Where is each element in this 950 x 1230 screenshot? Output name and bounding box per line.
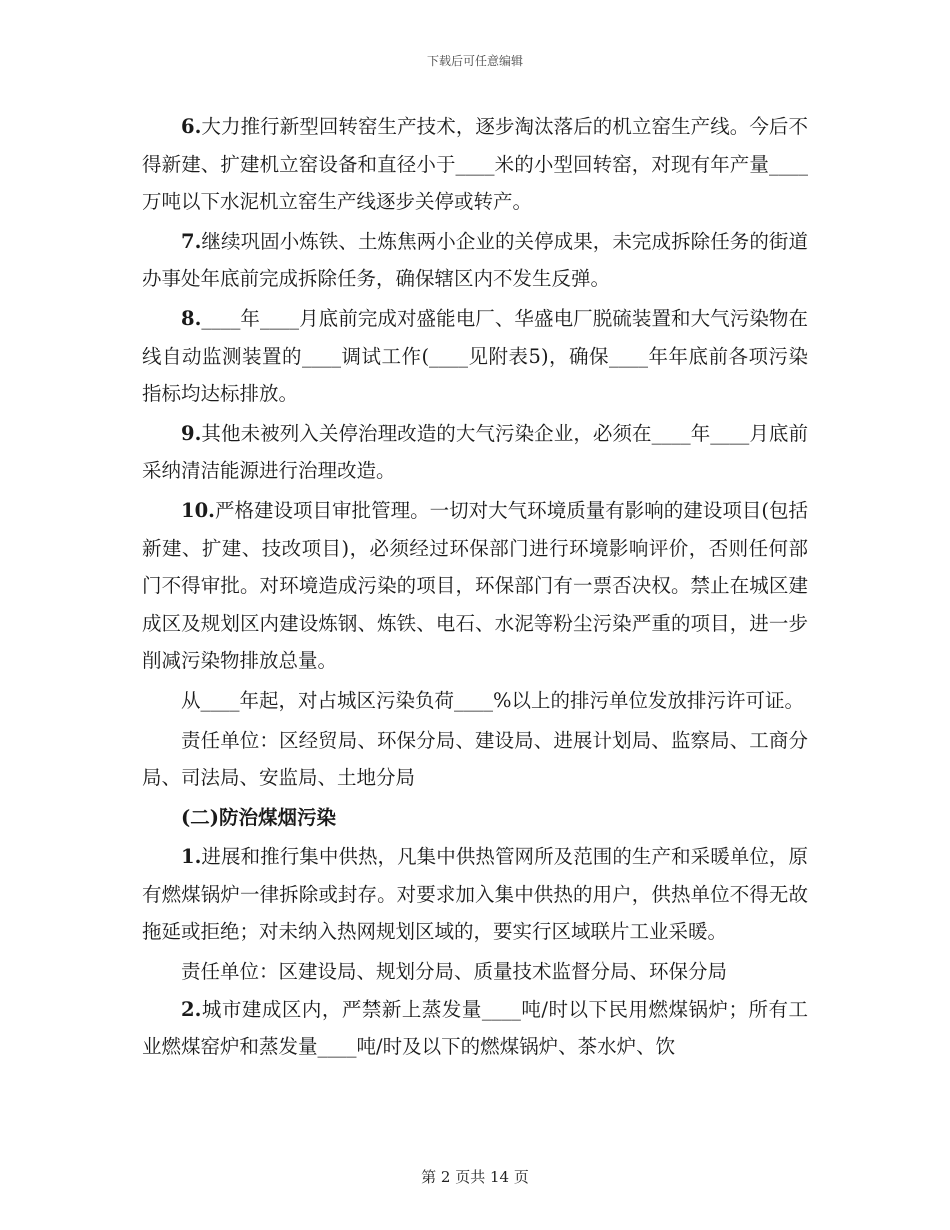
paragraph-text: 从____年起，对占城区污染负荷____%以上的排污单位发放排污许可证。	[181, 688, 805, 712]
paragraph-item-7	[142, 223, 808, 298]
paragraph-text: 继续巩固小炼铁、土炼焦两小企业的关停成果，未完成拆除任务的街道办事处年底前完成拆除任务，确保辖区内不发生反弹。	[142, 229, 808, 291]
paragraph-text: ____年____月底前完成对盛能电厂、华盛电厂脱硫装置和大气污染物在线自动监测装置的____调试工作(____见附表5)，确保____年年底前各项污染指标均达标排放。	[142, 306, 808, 406]
paragraph-text: 城市建成区内，严禁新上蒸发量____吨/时以下民用燃煤锅炉；所有工业燃煤窑炉和蒸发量____吨/时及以下的燃煤锅炉、茶水炉、饮	[142, 997, 808, 1059]
paragraph-responsible-units-2	[142, 953, 808, 991]
paragraph-text: 严格建设项目审批管理。一切对大气环境质量有影响的建设项目(包括新建、扩建、技改项目)，必须经过环保部门进行环境影响评价，否则任何部门不得审批。对环境造成污染的项目，环保部门有一票否决权。禁止在城区建成区及规划区内建设炼钢、炼铁、电石、水泥等粉尘污染严重的项目，进一步削减污染物排放总量。	[142, 498, 808, 673]
paragraph-item-10	[142, 492, 808, 680]
section-heading	[142, 799, 808, 837]
paragraph-text: 大力推行新型回转窑生产技术，逐步淘汰落后的机立窑生产线。今后不得新建、扩建机立窑设备和直径小于____米的小型回转窑，对现有年产量____万吨以下水泥机立窑生产线逐步关停或转产。	[142, 115, 808, 214]
paragraph-text: 责任单位：区经贸局、环保分局、建设局、进展计划局、监察局、工商分局、司法局、安监局、土地分局	[142, 728, 808, 790]
document-body	[142, 108, 808, 1066]
item-number: 8.	[181, 306, 202, 330]
page-footer: 第 2 页共 14 页	[421, 1168, 529, 1186]
item-number: 7.	[181, 229, 202, 253]
item-number: 9.	[181, 421, 202, 445]
paragraph-permit	[142, 682, 808, 720]
paragraph-item-9	[142, 415, 808, 490]
paragraph-item-6	[142, 108, 808, 221]
item-number: 1.	[181, 845, 202, 869]
item-number: 2.	[181, 997, 202, 1021]
paragraph-text: 进展和推行集中供热，凡集中供热管网所及范围的生产和采暖单位，原有燃煤锅炉一律拆除或封存。对要求加入集中供热的用户，供热单位不得无故拖延或拒绝；对未纳入热网规划区域的，要实行区域联片工业采暖。	[142, 845, 808, 944]
paragraph-item-2	[142, 991, 808, 1066]
paragraph-responsible-units-1	[142, 722, 808, 797]
page-header: 下载后可任意编辑	[426, 54, 523, 68]
item-number: 6.	[181, 115, 202, 138]
paragraph-item-1	[142, 838, 808, 951]
item-number: 10.	[181, 498, 215, 522]
paragraph-item-8	[142, 300, 808, 413]
paragraph-text: 责任单位：区建设局、规划分局、质量技术监督分局、环保分局	[181, 960, 728, 984]
section-heading-text: (二)防治煤烟污染	[181, 805, 336, 829]
paragraph-text: 其他未被列入关停治理改造的大气污染企业，必须在____年____月底前采纳清洁能源进行治理改造。	[142, 421, 808, 483]
